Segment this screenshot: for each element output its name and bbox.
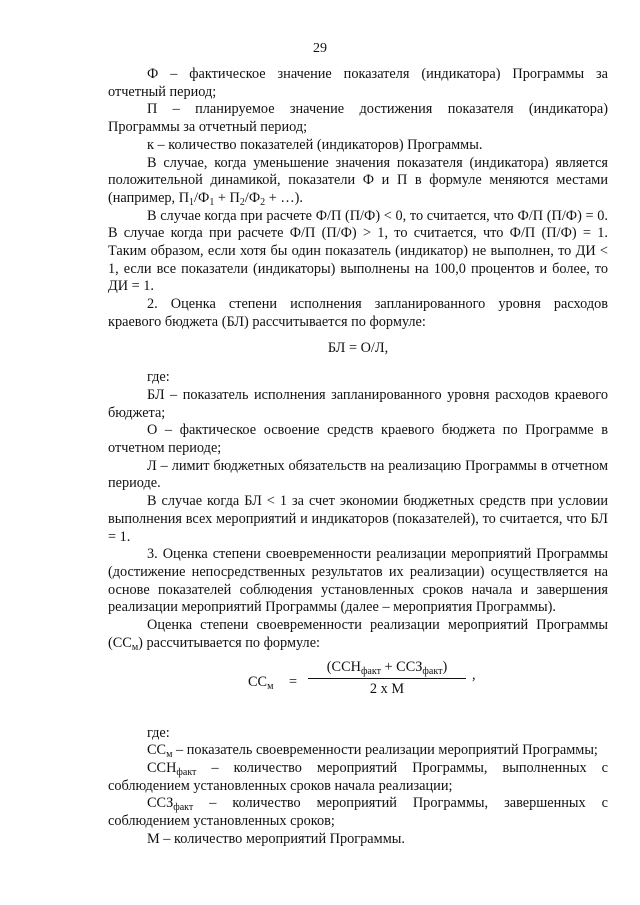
definition-f: Ф – фактическое значение показателя (индикатора) Программы за отчетный период;	[108, 66, 608, 100]
definition-m: М – количество мероприятий Программы.	[147, 830, 405, 847]
definition-l: Л – лимит бюджетных обязательств на реализацию Программы в отчетном периоде.	[108, 457, 608, 492]
page-number: 29	[313, 41, 327, 56]
paragraph-bl-case: В случае когда БЛ < 1 за счет экономии бюджетных средств при условии выполнения всех мероприятий и индикаторов (показателей), то считается, что БЛ = 1.	[108, 493, 608, 545]
formula-numerator: $(ССН_{факт} + ССЗ_{факт})$	[326, 658, 448, 677]
item-3: 3. Оценка степени своевременности реализации мероприятий Программы (достижение непосредственных результатов их реализации) осуществляется на основе показателей соблюдения установленных сроков начала и завершения реализации мероприятий Программы (далее – мероприятия Программы).	[108, 546, 608, 616]
definition-ccm: $СС_м$ – показатель своевременности реализации мероприятий Программы;	[147, 742, 598, 761]
definition-p: П – планируемое значение достижения показателя (индикатора) Программы за отчетный период;	[108, 101, 608, 136]
formula-fraction	[308, 659, 466, 699]
definition-k: к – количество показателей (индикаторов) Программы.	[147, 136, 483, 153]
definition-o: О – фактическое освоение средств краевого бюджета по Программе в отчетном периоде;	[108, 422, 608, 457]
formula-denominator: 2 х М	[369, 681, 405, 698]
where-label-1: где:	[147, 369, 170, 386]
formula-comma: ,	[472, 666, 476, 683]
fraction-bar	[308, 678, 466, 679]
item-2: 2. Оценка степени исполнения запланированного уровня расходов краевого бюджета (БЛ) рассчитывается по формуле:	[108, 296, 608, 330]
definition-bl: БЛ – показатель исполнения запланированного уровня расходов краевого бюджета;	[108, 386, 608, 421]
definition-ccn: $ССН_{факт}$ – количество мероприятий Программы, выполненных с соблюдением установленных сроков начала реализации;	[108, 759, 608, 794]
paragraph-ccm-intro: Оценка степени своевременности реализации мероприятий Программы $(СС_м)$ рассчитывается по формуле:	[108, 617, 608, 653]
formula-ccm	[108, 659, 608, 719]
formula-lhs: $СС_м$	[248, 673, 274, 692]
paragraph-ratio-case: В случае когда при расчете Ф/П (П/Ф) < 0, то считается, что Ф/П (П/Ф) = 0. В случае когда при расчете Ф/П (П/Ф) > 1, то считается, что Ф/П (П/Ф) = 1. Таким образом, если хотя бы один показатель (индикатор) не выполнен, то ДИ < 1, если все показатели (индикаторы) выполнены на 100,0 процентов и более, то ДИ = 1.	[108, 207, 608, 295]
document-body	[108, 66, 608, 848]
formula-equals: =	[289, 673, 298, 690]
where-label-2: где:	[147, 724, 170, 741]
formula-bl: БЛ = О/Л,	[327, 339, 389, 356]
definition-ccz: $ССЗ_{факт}$ – количество мероприятий Программы, завершенных с соблюдением установленных сроков;	[108, 795, 608, 830]
paragraph-decrease-case: В случае, когда уменьшение значения показателя (индикатора) является положительной динамикой, показатели Ф и П в формуле меняются местами (например, $П_1/Ф_1 + П_2/Ф_2$ + …).	[108, 154, 608, 208]
